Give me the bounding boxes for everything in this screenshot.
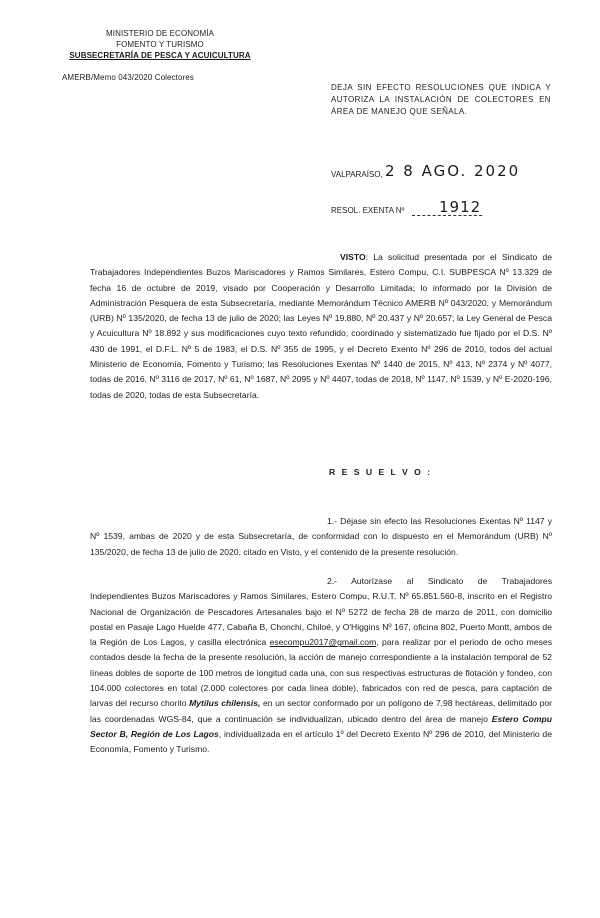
memo-reference: AMERB/Memo 043/2020 Colectores [62, 73, 194, 82]
email-link[interactable]: esecompu2017@gmail.com [269, 637, 377, 648]
point-1-text: 1.- Déjase sin efecto las Resoluciones Exentas Nº 1147 y Nº 1539, ambas de 2020 y de esta Subsecretaría, de conformidad con lo dispuesto en el Memorándum (URB) Nº 135/2020, de fecha 13 de julio de 2020, citado en Visto, y el contenido de la presente resolución. [90, 516, 552, 557]
area-name: Estero Compu Sector B, Región de Los Lagos [90, 713, 552, 739]
ministry-subtitle: FOMENTO Y TURISMO [116, 40, 204, 49]
resolution-number: 1912 [439, 198, 482, 216]
species-name: Mytilus chilensis, [189, 698, 261, 709]
place-label: VALPARAÍSO, [331, 170, 383, 179]
point-2-paragraph [90, 574, 552, 758]
resuelvo-heading: R E S U E L V O : [329, 467, 433, 477]
visto-paragraph [90, 250, 552, 403]
visto-label: VISTO [340, 252, 366, 262]
point-2-text-a: 2.- Autorízase al Sindicato de Trabajadores Independientes Buzos Mariscadores y Ramos Similares, Estero Compu, R.U.T. Nº 65.851.560-8, inscrito en el Registro Nacional de Organización de Pescadores Artesanales bajo el Nº 5272 de fecha 28 de marzo de 2011, con domicilio postal en Pasaje Lago Huelde 477, Cabaña B, Chonchi, Chiloé, y O'Higgins Nº 167, oficina 802, Puerto Montt, ambos de la Región de Los Lagos, y casilla electrónica [90, 576, 552, 648]
point-1-paragraph [90, 514, 552, 560]
point-2-text-d: , individualizada en el artículo 1º del Decreto Exento Nº 296 de 2010, del Ministerio de Economía, Fomento y Turismo. [90, 728, 552, 755]
visto-text: : La solicitud presentada por el Sindicato de Trabajadores Independientes Buzos Mariscadores y Ramos Similares, Estero Compu, C.I. SUBPESCA Nº 13.329 de fecha 16 de octubre de 2019, visado por Cooperación y Desarrollo Limitada; lo informado por la División de Administración Pesquera de esta Subsecretaría, mediante Memorándum Técnico AMERB Nº 043/2020, y Memorándum (URB) Nº 135/2020, de fecha 13 de julio de 2020; las Leyes Nº 19.880, Nº 20.437 y Nº 20.657; la Ley General de Pesca y Acuicultura Nº 18.892 y sus modificaciones cuyo texto refundido, coordinado y sistematizado fue fijado por el D.S. Nº 430 de 1991, el D.F.L. Nº 5 de 1983, el D.S. Nº 355 de 1995, y el Decreto Exento Nº 296 de 2010, todos del actual Ministerio de Economía, Fomento y Turismo; las Resoluciones Exentas Nº 1440 de 2015, Nº 413, Nº 2374 y Nº 4077, todas de 2016, Nº 3116 de 2017, Nº 61, Nº 1687, Nº 2095 y Nº 4407, todas de 2018, Nº 1147, Nº 1539, y Nº E-2020-196, todas de 2020, todas de esta Subsecretaría. [90, 252, 552, 400]
point-2-text-c: en un sector conformado por un polígono de 7,98 hectáreas, delimitado por las coordenadas WGS-84, que a continuación se individualizan, ubicado dentro del área de manejo [90, 698, 552, 724]
point-2-text-b: , para realizar por el periodo de ocho meses contados desde la fecha de la presente resolución, la acción de manejo correspondiente a la instalación temporal de 52 líneas dobles de soporte de 100 metros de longitud cada una, con sus respectivas estructuras de flotación y fondeo, con 104.000 colectores en total (2.000 colectores por cada línea doble), fabricados con red de pesca, para captación de larvas del recurso chorito [90, 637, 552, 709]
date-stamp: 2 8 AGO. 2020 [385, 162, 521, 180]
undersecretariat-name: SUBSECRETARÍA DE PESCA Y ACUICULTURA [69, 51, 251, 60]
resolution-label: RESOL. EXENTA Nº [331, 206, 405, 215]
ministry-name: MINISTERIO DE ECONOMÍA [106, 29, 214, 38]
document-subject: DEJA SIN EFECTO RESOLUCIONES QUE INDICA Y AUTORIZA LA INSTALACIÓN DE COLECTORES EN ÁREA DE MANEJO QUE SEÑALA. [331, 83, 551, 116]
letterhead [60, 28, 260, 82]
